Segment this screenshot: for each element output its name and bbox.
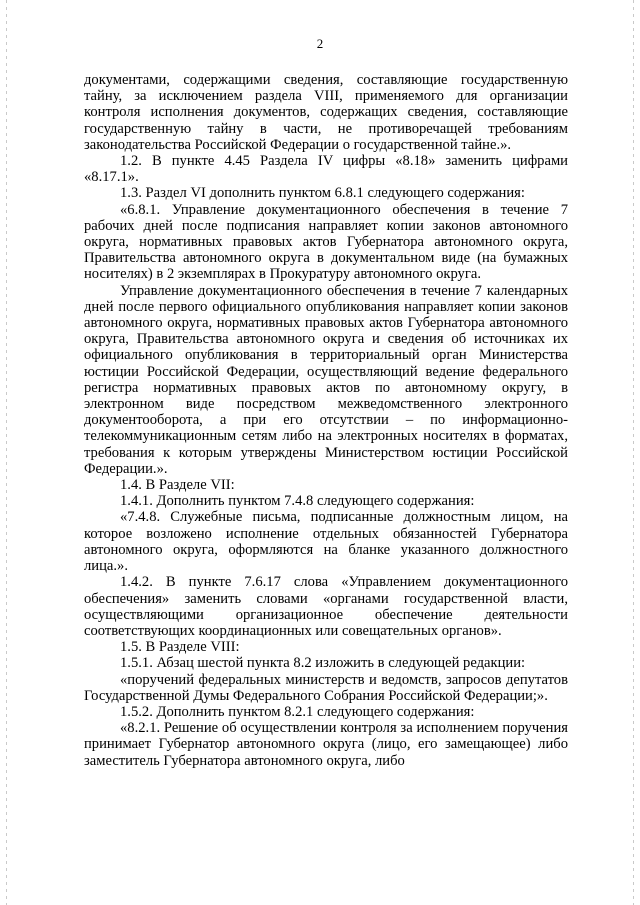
paragraph-1-4-2: 1.4.2. В пункте 7.6.17 слова «Управлением документационного обеспечения» заменить словами «органами государственной власти, осуществляющими организационное обеспечение деятельности соответствующих координационных или совещательных органов». <box>84 574 568 639</box>
paragraph-6-8-1: «6.8.1. Управление документационного обеспечения в течение 7 рабочих дней после подписания направляет копии законов автономного округа, нормативных правовых актов Губернатора автономного округа, Правительства автономного округа в документальном виде (на бумажных носителях) в 2 экземплярах в Прокуратуру автономного округа. <box>84 201 568 283</box>
paragraph-8-2-quote: «поручений федеральных министерств и ведомств, запросов депутатов Государственной Думы Федерального Собрания Российской Федерации;». <box>84 671 568 704</box>
paragraph-1-5-1: 1.5.1. Абзац шестой пункта 8.2 изложить в следующей редакции: <box>120 655 526 672</box>
paragraph-7-4-8: «7.4.8. Служебные письма, подписанные должностным лицом, на которое возложено исполнение отдельных обязанностей Губернатора автономного округа, оформляются на бланке указанного должностного лица.». <box>84 509 568 575</box>
scan-edge-left <box>6 0 7 905</box>
page-number: 2 <box>316 36 324 51</box>
paragraph-1-5: 1.5. В Разделе VIII: <box>120 639 240 656</box>
paragraph-1-3: 1.3. Раздел VI дополнить пунктом 6.8.1 следующего содержания: <box>120 185 525 202</box>
paragraph-8-2-1: «8.2.1. Решение об осуществлении контроля за исполнением поручения принимает Губернатор автономного округа (лицо, его замещающее) либо заместитель Губернатора автономного округа, либо <box>84 720 568 769</box>
scan-edge-right <box>633 0 634 905</box>
paragraph-1-4: 1.4. В Разделе VII: <box>120 477 235 494</box>
paragraph-1-4-1: 1.4.1. Дополнить пунктом 7.4.8 следующего содержания: <box>120 493 475 510</box>
paragraph-continuation: документами, содержащими сведения, составляющие государственную тайну, за исключением раздела VIII, применяемого для организации контроля исполнения документов, содержащих сведения, составляющие государственную тайну в части, не противоречащей требованиям законодательства Российской Федерации о государственной тайне.». <box>84 72 568 153</box>
paragraph-1-5-2: 1.5.2. Дополнить пунктом 8.2.1 следующего содержания: <box>120 703 475 720</box>
paragraph-1-2: 1.2. В пункте 4.45 Раздела IV цифры «8.18» заменить цифрами «8.17.1». <box>84 153 568 186</box>
paragraph-6-8-1-second: Управление документационного обеспечения в течение 7 календарных дней после первого официального опубликования направляет копии законов автономного округа, нормативных правовых актов Губернатора автономного округа, Правительства автономного округа и сведения об источниках их официального опубликования в территориальный орган Министерства юстиции Российской Федерации, осуществляющий ведение федерального регистра нормативных правовых актов по автономному округу, в электронном виде посредством межведомственного электронного документооборота, а при его отсутствии – по информационно-телекоммуникационным сетям либо на электронных носителях в форматах, требования к которым утверждены Министерством юстиции Российской Федерации.». <box>84 282 568 477</box>
document-body <box>84 72 568 769</box>
